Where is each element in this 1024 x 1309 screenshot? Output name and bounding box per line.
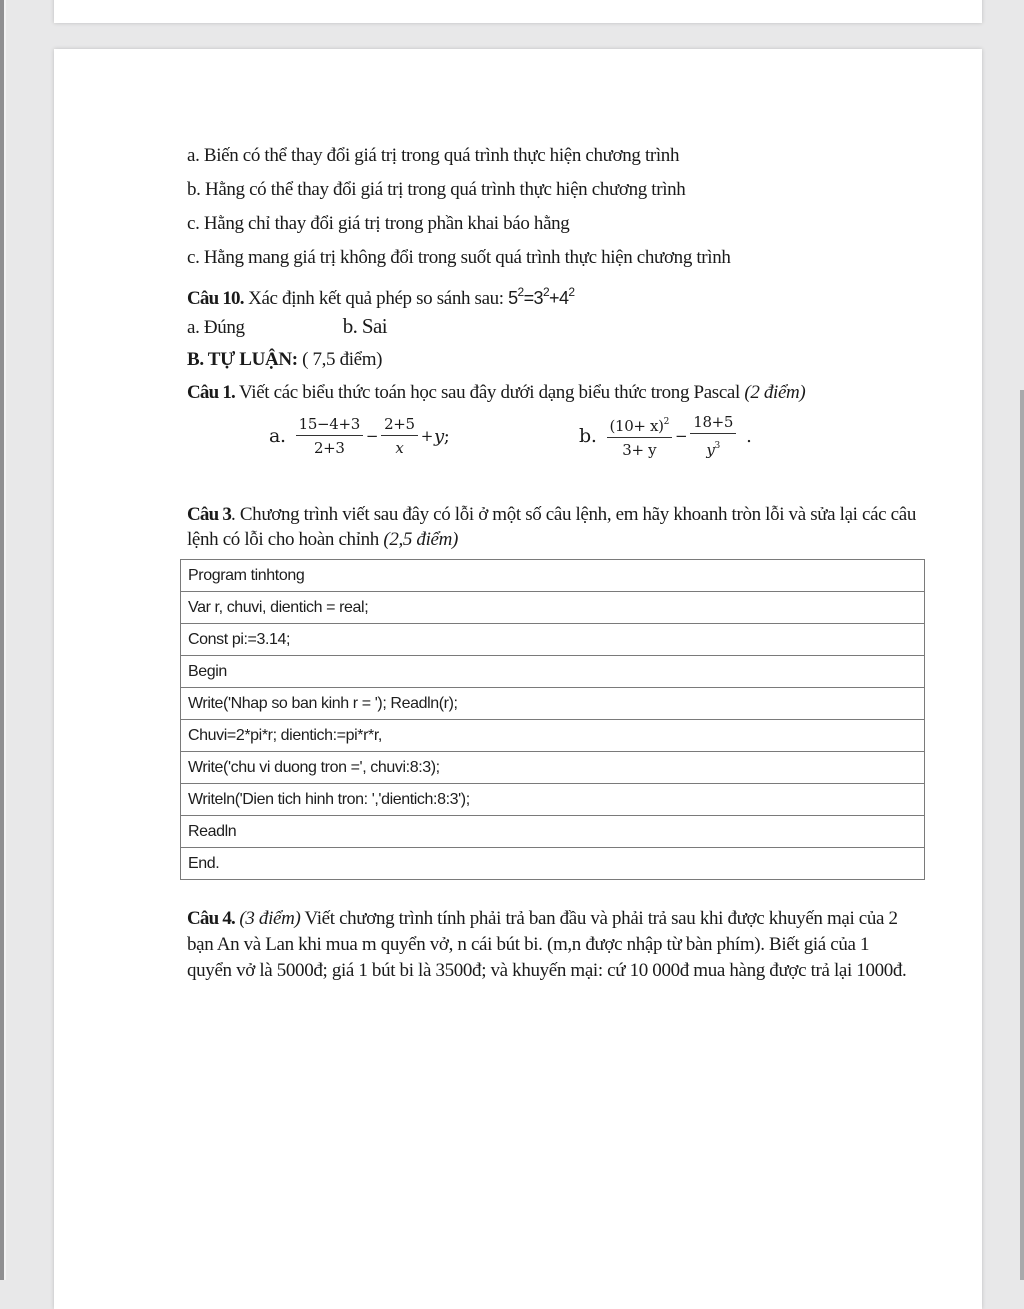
code-line: Const pi:=3.14; <box>181 624 925 656</box>
code-line: End. <box>181 848 925 880</box>
q1-points: (2 điểm) <box>744 382 806 403</box>
q10-option-b: b. Sai <box>342 314 387 338</box>
q10-question <box>187 275 927 309</box>
code-row <box>181 720 925 752</box>
q1-text: Viết các biểu thức toán học sau đây dưới dạng biểu thức trong Pascal <box>235 382 745 403</box>
code-line: Write('Nhap so ban kinh r = '); Readln(r); <box>181 688 925 720</box>
page-content <box>187 139 927 477</box>
q10-expression <box>508 285 575 308</box>
exponent: 2 <box>663 416 670 427</box>
terminator: ; <box>443 425 450 447</box>
code-row <box>181 784 925 816</box>
denominator <box>703 434 723 460</box>
denominator: 2+3 <box>313 438 345 457</box>
fraction <box>296 415 363 458</box>
code-line: Program tinhtong <box>181 560 925 592</box>
expr-exponent: 2 <box>542 285 550 299</box>
q9-option-b: b. Hằng có thể thay đổi giá trị trong quá trình thực hiện chương trình <box>187 179 686 200</box>
fraction <box>607 413 673 460</box>
q3-points: (2,5 điểm) <box>383 529 458 550</box>
q9-option-a: a. Biến có thể thay đổi giá trị trong quá trình thực hiện chương trình <box>187 145 680 166</box>
variable: y <box>433 425 444 447</box>
denominator: 3+ y <box>622 440 657 459</box>
section-b-title: B. TỰ LUẬN: <box>187 349 298 370</box>
code-row <box>181 656 925 688</box>
code-line: Write('chu vi duong tron =', chuvi:8:3); <box>181 752 925 784</box>
expr-part: +4 <box>549 288 569 308</box>
q10-text: Xác định kết quả phép so sánh sau: <box>243 288 509 309</box>
code-line: Begin <box>181 656 925 688</box>
fraction <box>690 413 736 460</box>
formula-a <box>269 411 449 461</box>
fraction <box>381 415 418 458</box>
q3-label: Câu 3 <box>187 504 232 525</box>
formula-a-label: a. <box>269 425 286 447</box>
expr-exponent: 2 <box>568 285 575 299</box>
numerator: 2+5 <box>381 415 418 436</box>
formula-b <box>579 411 751 461</box>
terminator: . <box>746 425 752 447</box>
exponent: 3 <box>714 440 720 451</box>
q9-option-d: c. Hằng mang giá trị không đổi trong suốt quá trình thực hiện chương trình <box>187 247 731 268</box>
numerator <box>607 413 673 438</box>
q3-text: . Chương trình viết sau đây có lỗi ở một số câu lệnh, em hãy khoanh tròn lỗi và sửa lại các câu lệnh có lỗi cho hoàn chỉnh <box>187 504 916 550</box>
expr-part: =3 <box>523 288 543 308</box>
operator: − <box>675 427 688 445</box>
numerator: 18+5 <box>690 413 736 434</box>
code-line: Readln <box>181 816 925 848</box>
expr-base: 5 <box>508 288 518 308</box>
q10-option-a: a. Đúng <box>187 317 245 338</box>
code-row <box>181 560 925 592</box>
code-row <box>181 592 925 624</box>
denominator: x <box>395 438 404 457</box>
denominator-base: y <box>706 440 715 459</box>
code-table <box>180 559 925 880</box>
code-row <box>181 624 925 656</box>
q9-option-c: c. Hằng chỉ thay đổi giá trị trong phần khai báo hằng <box>187 213 570 234</box>
code-row <box>181 688 925 720</box>
code-row <box>181 816 925 848</box>
q3-question <box>187 502 927 552</box>
code-line: Writeln('Dien tich hinh tron: ','dientich:8:3'); <box>181 784 925 816</box>
code-line: Chuvi=2*pi*r; dientich:=pi*r*r, <box>181 720 925 752</box>
q1-label: Câu 1. <box>187 382 235 403</box>
vertical-scrollbar[interactable] <box>1020 390 1024 1280</box>
code-line: Var r, chuvi, dientich = real; <box>181 592 925 624</box>
numerator: 15−4+3 <box>296 415 363 436</box>
q10-label: Câu 10. <box>187 288 244 309</box>
q1-question <box>187 381 927 405</box>
viewer-left-highlight <box>4 0 6 1280</box>
code-row <box>181 848 925 880</box>
operator: + <box>420 427 433 445</box>
section-b-heading <box>187 343 927 377</box>
previous-page <box>54 0 982 23</box>
q10-options <box>187 309 927 343</box>
formula-b-label: b. <box>579 425 597 447</box>
q4-label: Câu 4. <box>187 908 235 929</box>
code-row <box>181 752 925 784</box>
section-b-points: ( 7,5 điểm) <box>297 349 383 370</box>
q4-text: Viết chương trình tính phải trả ban đầu và phải trả sau khi được khuyến mại của 2 bạn An và Lan khi mua m quyển vở, n cái bút bi. (m,n được nhập từ bàn phím). Biết giá của 1 quyển vở là 5000đ; giá 1 bút bi là 3500đ; và khuyến mại: cứ 10 000đ mua hàng được trả lại 1000đ. <box>187 908 907 981</box>
q4-question <box>187 906 912 984</box>
q1-formulas <box>187 411 927 477</box>
operator: − <box>365 427 379 445</box>
q4-points: (3 điểm) <box>235 908 301 929</box>
expr-exponent: 2 <box>517 285 524 299</box>
numerator-base: (10+ x) <box>609 416 664 435</box>
